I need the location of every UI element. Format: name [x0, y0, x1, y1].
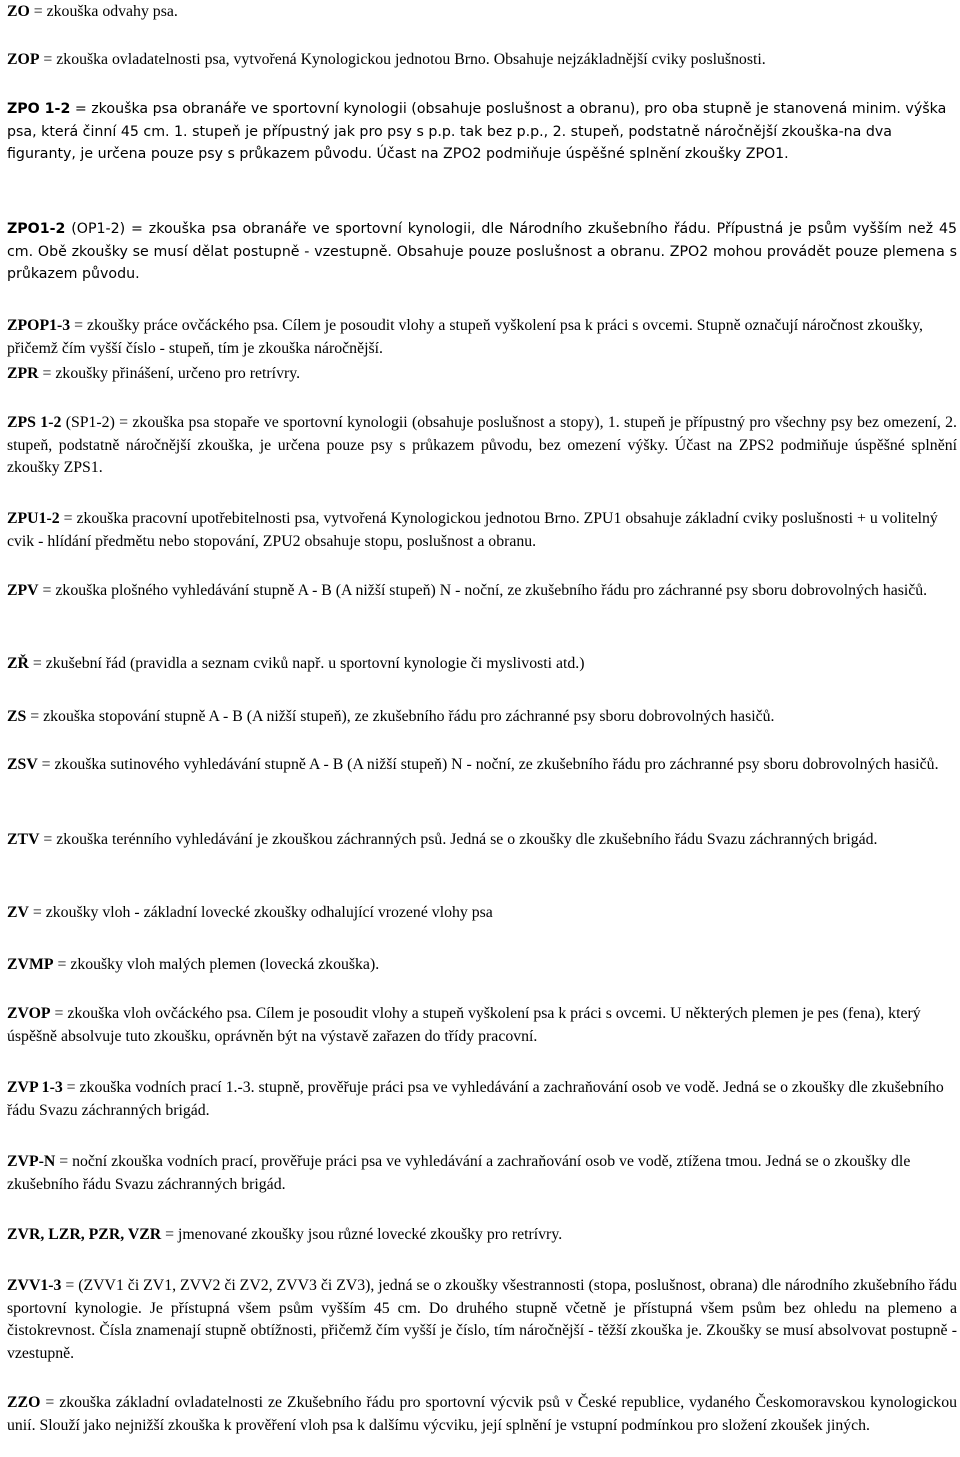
- entry-term: ZPS 1-2: [7, 414, 62, 431]
- entry-term: ZSV: [7, 756, 38, 773]
- entry-definition: = (ZVV1 či ZV1, ZVV2 či ZV2, ZVV3 či ZV3), jedná se o zkoušky všestrannosti (stopa, poslušnost, obrana) dle národního zkušebního řádu sportovní kynologie. Je přístupná všem psům vyšším 45 cm. Do druhého stupně včetně je přístupná všem psům bez ohledu na plemeno a čistokrevnost. Čísla znamenají stupně obtížnosti, přičemž čím vyšší je číslo, tím náročnější - těžší zkouška je. Zkoušky se musí absolvovat postupně - vzestupně.: [7, 1277, 957, 1362]
- entry-term: ZŘ: [7, 655, 29, 672]
- glossary-entry-zvop: [7, 1003, 957, 1048]
- glossary-entry-zo: [7, 1, 957, 24]
- entry-definition: = zkouška vodních prací 1.-3. stupně, prověřuje práci psa ve vyhledávání a zachraňování osob ve vodě. Jedná se o zkoušky dle zkušebního řádu Svazu záchranných brigád.: [7, 1079, 944, 1119]
- glossary-entry-zvv1-3: [7, 1275, 957, 1365]
- entry-term: ZOP: [7, 51, 40, 68]
- glossary-entry-zop: [7, 49, 957, 72]
- entry-definition: = zkouška stopování stupně A - B (A nižší stupeň), ze zkušebního řádu pro záchranné psy sboru dobrovolných hasičů.: [26, 708, 775, 725]
- entry-term: ZV: [7, 904, 29, 921]
- entry-term: ZVOP: [7, 1005, 51, 1022]
- entry-definition: = zkouška základní ovladatelnosti ze Zkušebního řádu pro sportovní výcvik psů v České republice, vydaného Českomoravskou kynologickou unií. Slouží jako nejnižší zkouška k prověření vloh psa k dalšímu výcviku, její splnění je vstupní podmínkou pro složení zkoušek jiných.: [7, 1394, 957, 1434]
- glossary-entry-zps-1-2: [7, 412, 957, 480]
- glossary-entry-zpo-1-2: [7, 98, 957, 166]
- entry-definition: = zkouška terénního vyhledávání je zkouškou záchranných psů. Jedná se o zkoušky dle zkušebního řádu Svazu záchranných brigád.: [39, 831, 878, 848]
- glossary-entry-zsv: [7, 754, 957, 777]
- glossary-entry-zzo: [7, 1392, 957, 1437]
- entry-term: ZPO 1-2: [7, 101, 71, 117]
- entry-definition: = jmenované zkoušky jsou různé lovecké zkoušky pro retrívry.: [161, 1226, 563, 1243]
- entry-term: ZVV1-3: [7, 1277, 62, 1294]
- glossary-entry-zpu1-2: [7, 508, 957, 553]
- entry-definition: = zkoušky vloh malých plemen (lovecká zkouška).: [53, 956, 380, 973]
- glossary-entry-zvp-1-3: [7, 1077, 957, 1122]
- glossary-entry-zpr: [7, 363, 957, 386]
- entry-term: ZTV: [7, 831, 40, 848]
- entry-term: ZVP-N: [7, 1153, 56, 1170]
- entry-term: ZPR: [7, 365, 39, 382]
- entry-definition: = zkouška pracovní upotřebitelnosti psa, vytvořená Kynologickou jednotou Brno. ZPU1 obsahuje základní cviky poslušnosti + u volitelný cvik - hlídání předmětu nebo stopování, ZPU2 obsahuje stopu, poslušnost a obranu.: [7, 510, 938, 550]
- entry-term: ZPU1-2: [7, 510, 60, 527]
- entry-definition: = zkoušky práce ovčáckého psa. Cílem je posoudit vlohy a stupeň vyškolení psa k práci s ovcemi. Stupně označují náročnost zkoušky, přičemž čím vyšší číslo - stupeň, tím je zkouška náročnější.: [7, 317, 924, 357]
- glossary-entry-ztv: [7, 829, 957, 852]
- entry-definition: = zkouška sutinového vyhledávání stupně A - B (A nižší stupeň) N - noční, ze zkušebního řádu pro záchranné psy sboru dobrovolných hasičů.: [37, 756, 939, 773]
- entry-definition: = zkoušky přinášení, určeno pro retrívry.: [38, 365, 301, 382]
- glossary-entry-zpop1-3: [7, 315, 957, 360]
- entry-definition: = noční zkouška vodních prací, prověřuje práci psa ve vyhledávání a zachraňování osob ve vodě, ztížena tmou. Jedná se o zkoušky dle zkušebního řádu Svazu záchranných brigád.: [7, 1153, 911, 1193]
- glossary-entry-zvmp: [7, 954, 957, 977]
- entry-term: ZZO: [7, 1394, 41, 1411]
- entry-definition: (SP1-2) = zkouška psa stopaře ve sportovní kynologii (obsahuje poslušnost a stopy), 1. stupeň je přípustný pro všechny psy bez omezení, 2. stupeň, podstatně náročnější zkouška, je určena pouze psy s průkazem původu, bez omezení výšky. Účast na ZPS2 podmiňuje úspěšné splnění zkoušky ZPS1.: [7, 414, 957, 476]
- entry-term: ZVMP: [7, 956, 54, 973]
- entry-term: ZPV: [7, 582, 39, 599]
- entry-definition: = zkouška ovladatelnosti psa, vytvořená Kynologickou jednotou Brno. Obsahuje nejzákladnější cviky poslušnosti.: [39, 51, 766, 68]
- entry-term: ZPO1-2: [7, 221, 66, 237]
- entry-definition: = zkouška vloh ovčáckého psa. Cílem je posoudit vlohy a stupeň vyškolení psa k práci s ovcemi. U některých plemen je pes (fena), který úspěšně absolvuje tuto zkoušku, oprávněn být na výstavě zařazen do třídy pracovní.: [7, 1005, 921, 1045]
- entry-definition: = zkouška odvahy psa.: [29, 3, 178, 20]
- entry-term: ZVR, LZR, PZR, VZR: [7, 1226, 162, 1243]
- entry-term: ZVP 1-3: [7, 1079, 63, 1096]
- glossary-entry-zpv: [7, 580, 957, 603]
- entry-term: ZPOP1-3: [7, 317, 71, 334]
- glossary-entry-zvp-n: [7, 1151, 957, 1196]
- glossary-entry-zv: [7, 902, 957, 925]
- glossary-entry-zs: [7, 706, 957, 729]
- entry-definition: = zkoušky vloh - základní lovecké zkoušky odhalující vrozené vlohy psa: [28, 904, 493, 921]
- entry-definition: = zkouška plošného vyhledávání stupně A - B (A nižší stupeň) N - noční, ze zkušebního řádu pro záchranné psy sboru dobrovolných hasičů.: [38, 582, 928, 599]
- entry-definition: = zkouška psa obranáře ve sportovní kynologii (obsahuje poslušnost a obranu), pro oba stupně je stanovená minim. výška psa, která činní 45 cm. 1. stupeň je přípustný jak pro psy s p.p. tak bez p.p., 2. stupeň, podstatně náročnější zkouška-na dva figuranty, je určena pouze psy s průkazem původu. Účast na ZPO2 podmiňuje úspěšné splnění zkoušky ZPO1.: [7, 101, 947, 162]
- entry-definition: (OP1-2) = zkouška psa obranáře ve sportovní kynologii, dle Národního zkušebního řádu. Přípustná je psům vyšším než 45 cm. Obě zkoušky se musí dělat postupně - vzestupně. Obsahuje pouze poslušnost a obranu. ZPO2 mohou provádět pouze plemena s průkazem původu.: [7, 221, 957, 282]
- glossary-entry-zvr-lzr-pzr-vzr: [7, 1224, 957, 1247]
- entry-term: ZS: [7, 708, 27, 725]
- entry-definition: = zkušební řád (pravidla a seznam cviků např. u sportovní kynologie či myslivosti atd.): [28, 655, 585, 672]
- glossary-entry-zr: [7, 653, 957, 676]
- entry-term: ZO: [7, 3, 30, 20]
- glossary-entry-zpo1-2: [7, 218, 957, 286]
